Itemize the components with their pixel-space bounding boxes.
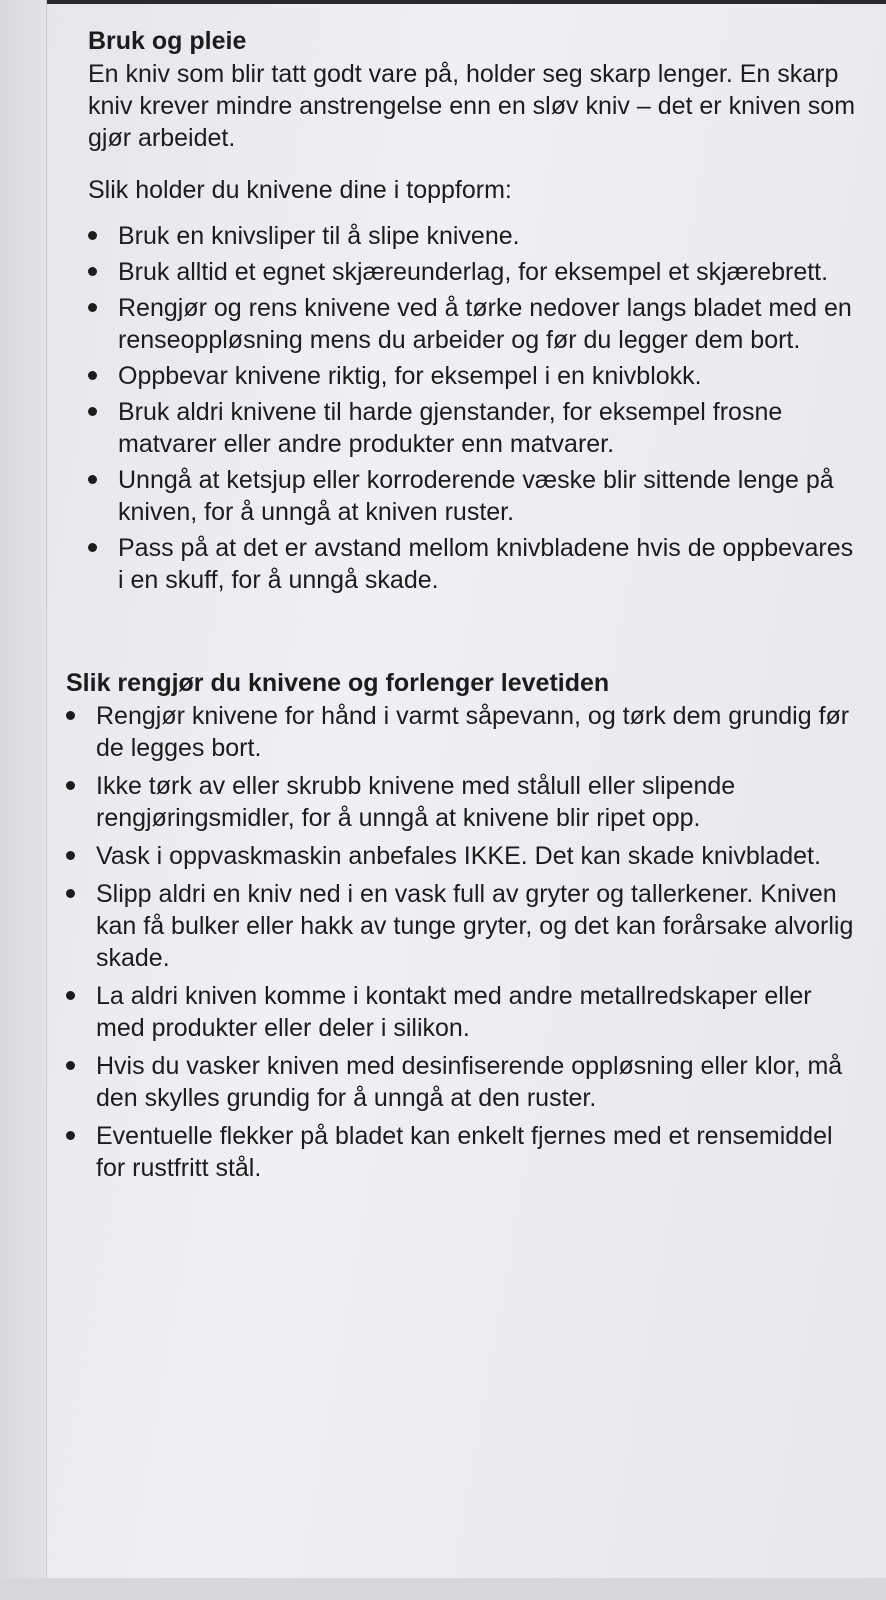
list-item-text: Bruk alltid et egnet skjæreunderlag, for eksempel et skjærebrett. bbox=[118, 258, 829, 286]
list-item-text: Bruk en knivsliper til å slipe knivene. bbox=[118, 222, 520, 250]
bullet-icon bbox=[88, 407, 97, 416]
cleaning-section bbox=[60, 668, 860, 1184]
list-item-text: Slipp aldri en kniv ned i en vask full av gryter og tallerkener. Kniven kan få bulker eller hakk av tunge gryter, og det kan forårsake alvorlig skade. bbox=[96, 880, 854, 972]
list-item bbox=[66, 1050, 860, 1114]
list-item-text: Pass på at det er avstand mellom knivbladene hvis de oppbevares i en skuff, for å unngå skade. bbox=[118, 534, 854, 594]
bullet-icon bbox=[88, 303, 97, 312]
list-item-text: Ikke tørk av eller skrubb knivene med stålull eller slipende rengjøringsmidler, for å unngå at knivene blir ripet opp. bbox=[96, 772, 736, 832]
list-item bbox=[66, 840, 860, 872]
bullet-icon bbox=[66, 851, 75, 860]
list-item-text: Rengjør knivene for hånd i varmt såpevann, og tørk dem grundig før de legges bort. bbox=[96, 702, 850, 762]
list-item bbox=[66, 1120, 860, 1184]
bullet-icon bbox=[66, 889, 75, 898]
cleaning-list bbox=[66, 700, 860, 1184]
list-item bbox=[88, 256, 860, 288]
bullet-icon bbox=[88, 267, 97, 276]
care-subheading: Slik holder du knivene dine i toppform: bbox=[88, 176, 512, 204]
bullet-icon bbox=[88, 371, 97, 380]
list-item-text: Vask i oppvaskmaskin anbefales IKKE. Det kan skade knivbladet. bbox=[96, 842, 821, 870]
care-heading: Bruk og pleie bbox=[88, 27, 247, 55]
bullet-icon bbox=[66, 711, 75, 720]
bullet-icon bbox=[66, 1061, 75, 1070]
list-item-text: Unngå at ketsjup eller korroderende væske blir sittende lenge på kniven, for å unngå at kniven ruster. bbox=[118, 466, 834, 526]
list-item-text: Rengjør og rens knivene ved å tørke nedover langs bladet med en renseoppløsning mens du arbeider og før du legger dem bort. bbox=[118, 294, 852, 354]
list-item bbox=[66, 980, 860, 1044]
list-item bbox=[66, 700, 860, 764]
list-item-text: Oppbevar knivene riktig, for eksempel i en knivblokk. bbox=[118, 362, 702, 390]
list-item bbox=[88, 532, 860, 596]
list-item bbox=[88, 396, 860, 460]
care-lead-paragraph: En kniv som blir tatt godt vare på, holder seg skarp lenger. En skarp kniv krever mindre anstrengelse enn en sløv kniv – det er kniven som gjør arbeidet. bbox=[88, 60, 856, 152]
care-list bbox=[88, 220, 860, 596]
list-item-text: La aldri kniven komme i kontakt med andre metallredskaper eller med produkter eller deler i silikon. bbox=[96, 982, 812, 1042]
list-item-text: Bruk aldri knivene til harde gjenstander, for eksempel frosne matvarer eller andre produkter enn matvarer. bbox=[118, 398, 783, 458]
bullet-icon bbox=[88, 475, 97, 484]
list-item bbox=[88, 360, 860, 392]
bullet-icon bbox=[66, 781, 75, 790]
list-item bbox=[88, 220, 860, 252]
document-content bbox=[60, 26, 860, 1190]
bullet-icon bbox=[66, 1131, 75, 1140]
list-item bbox=[88, 292, 860, 356]
bullet-icon bbox=[88, 543, 97, 552]
bullet-icon bbox=[88, 231, 97, 240]
list-item-text: Eventuelle flekker på bladet kan enkelt fjernes med et rensemiddel for rustfritt stål. bbox=[96, 1122, 833, 1182]
list-item-text: Hvis du vasker kniven med desinfiserende oppløsning eller klor, må den skylles grundig for å unngå at den ruster. bbox=[96, 1052, 843, 1112]
list-item bbox=[66, 878, 860, 974]
bottom-edge bbox=[0, 1578, 886, 1600]
bullet-icon bbox=[66, 991, 75, 1000]
top-edge bbox=[0, 0, 886, 4]
list-item bbox=[88, 464, 860, 528]
care-section bbox=[60, 26, 860, 596]
page-fold-strip bbox=[0, 0, 47, 1600]
list-item bbox=[66, 770, 860, 834]
cleaning-heading: Slik rengjør du knivene og forlenger levetiden bbox=[66, 669, 610, 697]
